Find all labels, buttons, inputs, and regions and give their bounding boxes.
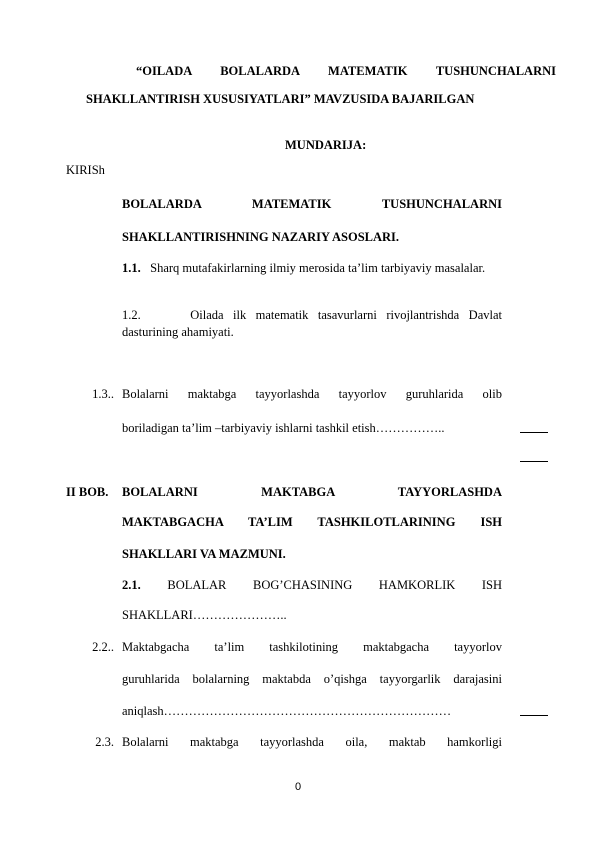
toc-page-blank — [520, 461, 548, 462]
toc-page-blank — [520, 715, 548, 716]
toc-chapter2-label: II BOB. — [66, 485, 109, 499]
toc-chapter1-line1: BOLALARDA MATEMATIK TUSHUNCHALARNI — [122, 197, 502, 211]
toc-section-2-1-text: BOLALAR BOG’CHASINING HAMKORLIK ISH — [167, 578, 503, 592]
document-title-line-1: “OILADA BOLALARDA MATEMATIK TUSHUNCHALARNI — [136, 64, 556, 78]
toc-intro: KIRISh — [66, 163, 105, 177]
toc-section-2-1-line2: SHAKLLARI………………….. — [122, 608, 287, 622]
toc-section-1-2 — [122, 307, 502, 341]
toc-section-2-3-number: 2.3. — [95, 735, 114, 749]
toc-chapter2-line1: BOLALARNI MAKTABGA TAYYORLASHDA — [122, 485, 502, 499]
toc-section-2-1-number: 2.1. — [122, 578, 141, 592]
toc-chapter1-line2: SHAKLLANTIRISHNING NAZARIY ASOSLARI. — [122, 230, 400, 244]
contents-heading: MUNDARIJA: — [285, 138, 367, 152]
document-title-line-2: SHAKLLANTIRISH XUSUSIYATLARI” MAVZUSIDA BAJARILGAN — [86, 92, 475, 106]
toc-section-1-1-text: Sharq mutafakirlarning ilmiy merosida ta’lim tarbiyaviy masalalar. — [150, 261, 486, 275]
toc-section-2-2-line3: aniqlash…………………………………………………………… — [122, 704, 452, 718]
toc-chapter2-line3: SHAKLLARI VA MAZMUNI. — [122, 547, 286, 561]
toc-section-2-2-line1: Maktabgacha ta’lim tashkilotining maktabgacha tayyorlov — [122, 640, 502, 654]
toc-section-1-1-number: 1.1. — [122, 261, 141, 275]
toc-section-1-1 — [122, 260, 502, 277]
toc-section-1-3-number: 1.3.. — [92, 387, 114, 401]
toc-section-1-3-line1: Bolalarni maktabga tayyorlashda tayyorlov guruhlarida olib — [122, 387, 502, 401]
toc-section-2-1-line1 — [122, 578, 502, 593]
toc-section-1-2-number: 1.2. — [122, 308, 141, 322]
toc-section-1-2-text: Oilada ilk matematik tasavurlarni rivojlantrishda Davlat dasturining ahamiyati. — [122, 308, 503, 339]
toc-section-1-3-line2: boriladigan ta’lim –tarbiyaviy ishlarni tashkil etish…………….. — [122, 421, 445, 435]
page-number: 0 — [294, 781, 302, 793]
toc-section-2-3-line1: Bolalarni maktabga tayyorlashda oila, maktab hamkorligi — [122, 735, 502, 749]
toc-section-2-2-line2: guruhlarida bolalarning maktabda o’qishga tayyorgarlik darajasini — [122, 672, 502, 686]
toc-page-blank — [520, 432, 548, 433]
toc-section-2-2-number: 2.2.. — [92, 640, 114, 654]
toc-chapter2-line2: MAKTABGACHA TA’LIM TASHKILOTLARINING ISH — [122, 515, 502, 529]
